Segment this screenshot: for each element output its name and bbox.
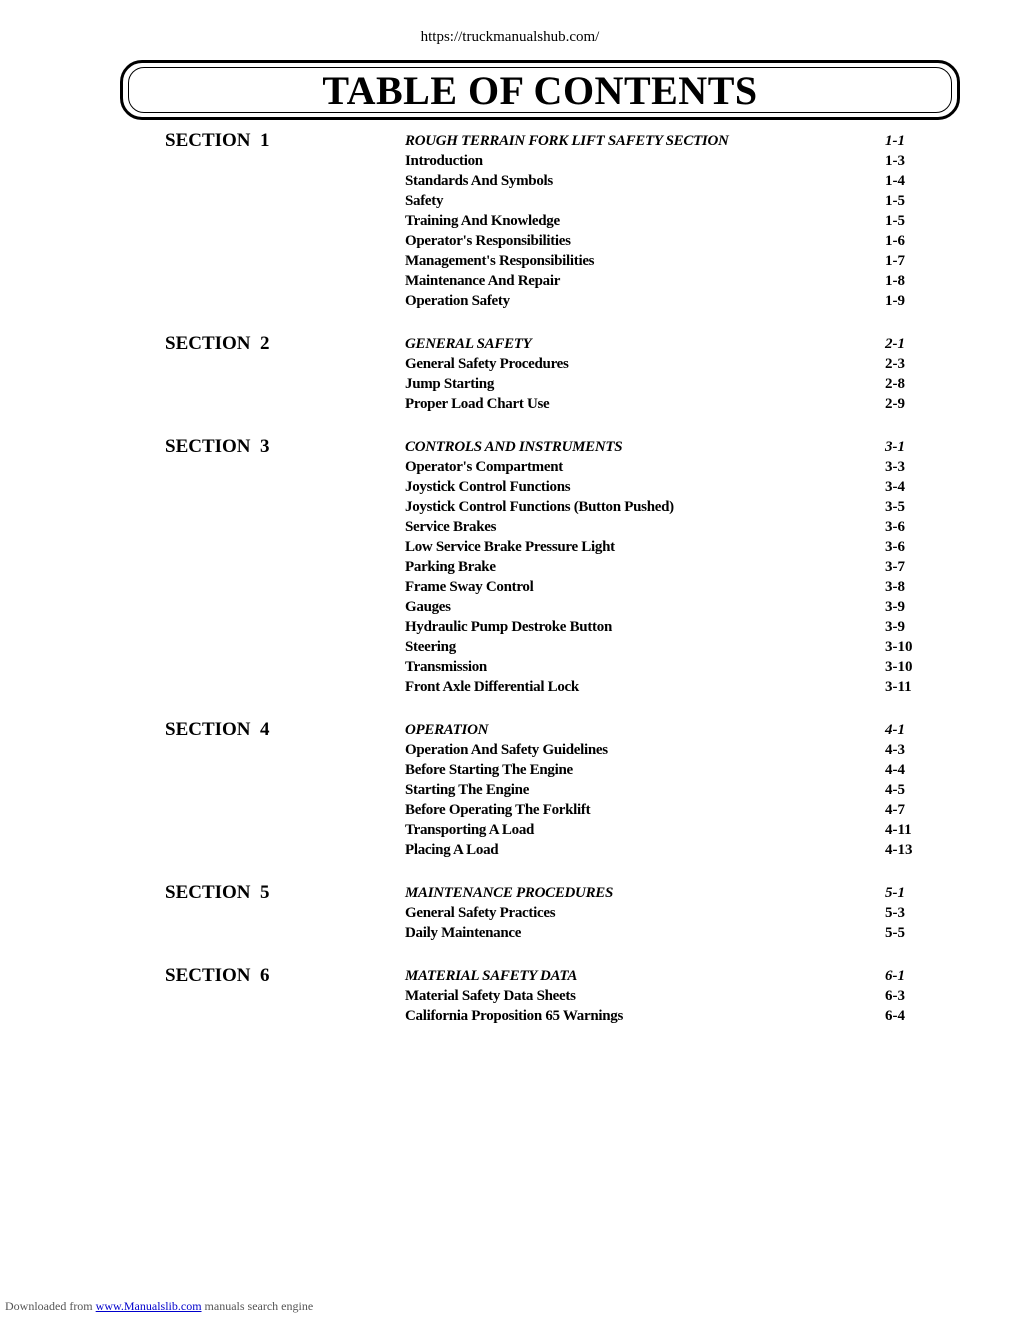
- toc-entry-title: Hydraulic Pump Destroke Button: [405, 619, 612, 635]
- section-heading-row[interactable]: [0, 129, 1020, 151]
- toc-entry-title: Jump Starting: [405, 376, 495, 392]
- toc-entry[interactable]: [0, 251, 1020, 271]
- toc-entry-title: Before Starting The Engine: [405, 762, 573, 778]
- toc-entry-title: Steering: [405, 639, 456, 655]
- toc-entry-title: Material Safety Data Sheets: [405, 988, 576, 1004]
- toc-entry-title: Operator's Responsibilities: [405, 233, 571, 249]
- toc-entry-title: General Safety Practices: [405, 905, 556, 921]
- section-label: SECTION 6: [165, 965, 270, 986]
- section-heading-row[interactable]: [0, 964, 1020, 986]
- toc-entry-page: 4-7: [885, 802, 905, 818]
- toc-entry-title: Standards And Symbols: [405, 173, 553, 189]
- toc-entry-page: 2-8: [885, 376, 905, 392]
- toc-entry[interactable]: [0, 151, 1020, 171]
- toc-entry-page: 6-3: [885, 988, 905, 1004]
- toc-entry-page: 4-5: [885, 782, 905, 798]
- toc-entry[interactable]: [0, 171, 1020, 191]
- toc-entry-page: 3-3: [885, 459, 905, 475]
- toc-section: [0, 881, 1020, 943]
- title-banner: [120, 60, 960, 120]
- toc-entry[interactable]: [0, 677, 1020, 697]
- toc-entry-page: 3-11: [885, 679, 912, 695]
- toc-entry-page: 6-4: [885, 1008, 905, 1024]
- toc-entry[interactable]: [0, 271, 1020, 291]
- section-heading-row[interactable]: [0, 435, 1020, 457]
- section-heading-page: 3-1: [885, 439, 905, 455]
- toc-entry-title: Maintenance And Repair: [405, 273, 561, 289]
- section-heading-title: OPERATION: [405, 722, 489, 738]
- section-heading-page: 2-1: [885, 336, 905, 352]
- toc-entry-title: Operation And Safety Guidelines: [405, 742, 608, 758]
- toc-entry-page: 1-5: [885, 193, 905, 209]
- toc-entry-page: 1-3: [885, 153, 905, 169]
- toc-entry[interactable]: [0, 800, 1020, 820]
- section-heading-page: 1-1: [885, 133, 905, 149]
- toc-entry-title: Joystick Control Functions (Button Pushed): [405, 499, 674, 515]
- toc-entry[interactable]: [0, 211, 1020, 231]
- section-heading-row[interactable]: [0, 332, 1020, 354]
- toc-section: [0, 332, 1020, 414]
- toc-section: [0, 718, 1020, 860]
- section-heading-title: MATERIAL SAFETY DATA: [405, 968, 578, 984]
- toc-entry[interactable]: [0, 986, 1020, 1006]
- toc-entry[interactable]: [0, 637, 1020, 657]
- toc-entry-title: Operation Safety: [405, 293, 510, 309]
- toc-entry-page: 1-8: [885, 273, 905, 289]
- toc-entry-title: General Safety Procedures: [405, 356, 569, 372]
- footer: [5, 1298, 313, 1314]
- toc-entry[interactable]: [0, 903, 1020, 923]
- footer-link[interactable]: www.Manualslib.com: [95, 1299, 202, 1313]
- toc-section: [0, 435, 1020, 697]
- toc-entry-title: Operator's Compartment: [405, 459, 563, 475]
- toc-section: [0, 129, 1020, 311]
- section-label: SECTION 4: [165, 719, 270, 740]
- toc-entry-page: 1-6: [885, 233, 905, 249]
- page-title: TABLE OF CONTENTS: [322, 68, 758, 113]
- toc-entry-title: Parking Brake: [405, 559, 496, 575]
- toc-entry-title: Management's Responsibilities: [405, 253, 595, 269]
- toc-entry-page: 3-10: [885, 659, 913, 675]
- toc-entry-title: Joystick Control Functions: [405, 479, 571, 495]
- toc-entry-page: 1-5: [885, 213, 905, 229]
- toc-entry-title: Transmission: [405, 659, 487, 675]
- toc-entry-page: 3-9: [885, 599, 905, 615]
- toc-entry[interactable]: [0, 517, 1020, 537]
- toc-entry[interactable]: [0, 291, 1020, 311]
- toc-entry[interactable]: [0, 760, 1020, 780]
- section-label: SECTION 1: [165, 130, 270, 151]
- toc-entry[interactable]: [0, 231, 1020, 251]
- toc-entry-title: Daily Maintenance: [405, 925, 522, 941]
- toc-entry-title: Introduction: [405, 153, 483, 169]
- toc-entry[interactable]: [0, 740, 1020, 760]
- toc-entry-page: 4-4: [885, 762, 905, 778]
- section-heading-title: GENERAL SAFETY: [405, 336, 532, 352]
- toc-entry-page: 5-5: [885, 925, 905, 941]
- toc-entry[interactable]: [0, 1006, 1020, 1026]
- toc-entry[interactable]: [0, 497, 1020, 517]
- toc-entry[interactable]: [0, 537, 1020, 557]
- toc-entry-page: 3-5: [885, 499, 905, 515]
- section-label: SECTION 2: [165, 333, 270, 354]
- toc-entry-page: 4-11: [885, 822, 912, 838]
- toc-entry-title: Training And Knowledge: [405, 213, 560, 229]
- toc-entry-page: 1-9: [885, 293, 905, 309]
- toc-entry-title: Safety: [405, 193, 444, 209]
- toc-entry[interactable]: [0, 780, 1020, 800]
- toc-entry-page: 2-3: [885, 356, 905, 372]
- table-of-contents: [0, 129, 1020, 1047]
- toc-entry-title: Starting The Engine: [405, 782, 530, 798]
- section-label: SECTION 5: [165, 882, 270, 903]
- toc-entry-title: Before Operating The Forklift: [405, 802, 591, 818]
- toc-entry-title: Transporting A Load: [405, 822, 535, 838]
- section-heading-title: CONTROLS AND INSTRUMENTS: [405, 439, 623, 455]
- toc-entry[interactable]: [0, 394, 1020, 414]
- toc-entry-title: Front Axle Differential Lock: [405, 679, 579, 695]
- toc-entry-page: 3-9: [885, 619, 905, 635]
- section-label: SECTION 3: [165, 436, 270, 457]
- toc-entry-page: 2-9: [885, 396, 905, 412]
- toc-entry[interactable]: [0, 840, 1020, 860]
- toc-section: [0, 964, 1020, 1026]
- toc-entry-title: Service Brakes: [405, 519, 497, 535]
- toc-entry-page: 1-4: [885, 173, 905, 189]
- section-heading-row[interactable]: [0, 881, 1020, 903]
- toc-entry-page: 3-7: [885, 559, 905, 575]
- footer-suffix: manuals search engine: [201, 1299, 314, 1313]
- toc-entry-page: 5-3: [885, 905, 905, 921]
- section-heading-page: 4-1: [885, 722, 905, 738]
- toc-entry-page: 1-7: [885, 253, 905, 269]
- toc-entry-page: 4-13: [885, 842, 913, 858]
- toc-entry-page: 3-6: [885, 519, 905, 535]
- toc-entry-page: 3-4: [885, 479, 905, 495]
- toc-entry-title: California Proposition 65 Warnings: [405, 1008, 624, 1024]
- section-heading-page: 6-1: [885, 968, 905, 984]
- toc-entry[interactable]: [0, 557, 1020, 577]
- footer-prefix: Downloaded from: [5, 1299, 96, 1313]
- header-url: https://truckmanualshub.com/: [420, 29, 600, 45]
- toc-entry-title: Placing A Load: [405, 842, 499, 858]
- toc-entry-page: 4-3: [885, 742, 905, 758]
- toc-entry[interactable]: [0, 577, 1020, 597]
- toc-entry-title: Frame Sway Control: [405, 579, 534, 595]
- toc-entry[interactable]: [0, 923, 1020, 943]
- section-heading-page: 5-1: [885, 885, 905, 901]
- toc-entry-page: 3-10: [885, 639, 913, 655]
- toc-entry-title: Gauges: [405, 599, 451, 615]
- toc-entry[interactable]: [0, 457, 1020, 477]
- toc-entry[interactable]: [0, 374, 1020, 394]
- section-heading-title: MAINTENANCE PROCEDURES: [405, 885, 614, 901]
- toc-entry[interactable]: [0, 597, 1020, 617]
- toc-entry[interactable]: [0, 617, 1020, 637]
- toc-entry-title: Low Service Brake Pressure Light: [405, 539, 615, 555]
- toc-entry-page: 3-8: [885, 579, 905, 595]
- toc-entry[interactable]: [0, 477, 1020, 497]
- toc-entry[interactable]: [0, 191, 1020, 211]
- toc-entry[interactable]: [0, 657, 1020, 677]
- toc-entry[interactable]: [0, 820, 1020, 840]
- section-heading-row[interactable]: [0, 718, 1020, 740]
- section-heading-title: ROUGH TERRAIN FORK LIFT SAFETY SECTION: [405, 133, 729, 149]
- toc-entry-page: 3-6: [885, 539, 905, 555]
- toc-entry[interactable]: [0, 354, 1020, 374]
- toc-entry-title: Proper Load Chart Use: [405, 396, 550, 412]
